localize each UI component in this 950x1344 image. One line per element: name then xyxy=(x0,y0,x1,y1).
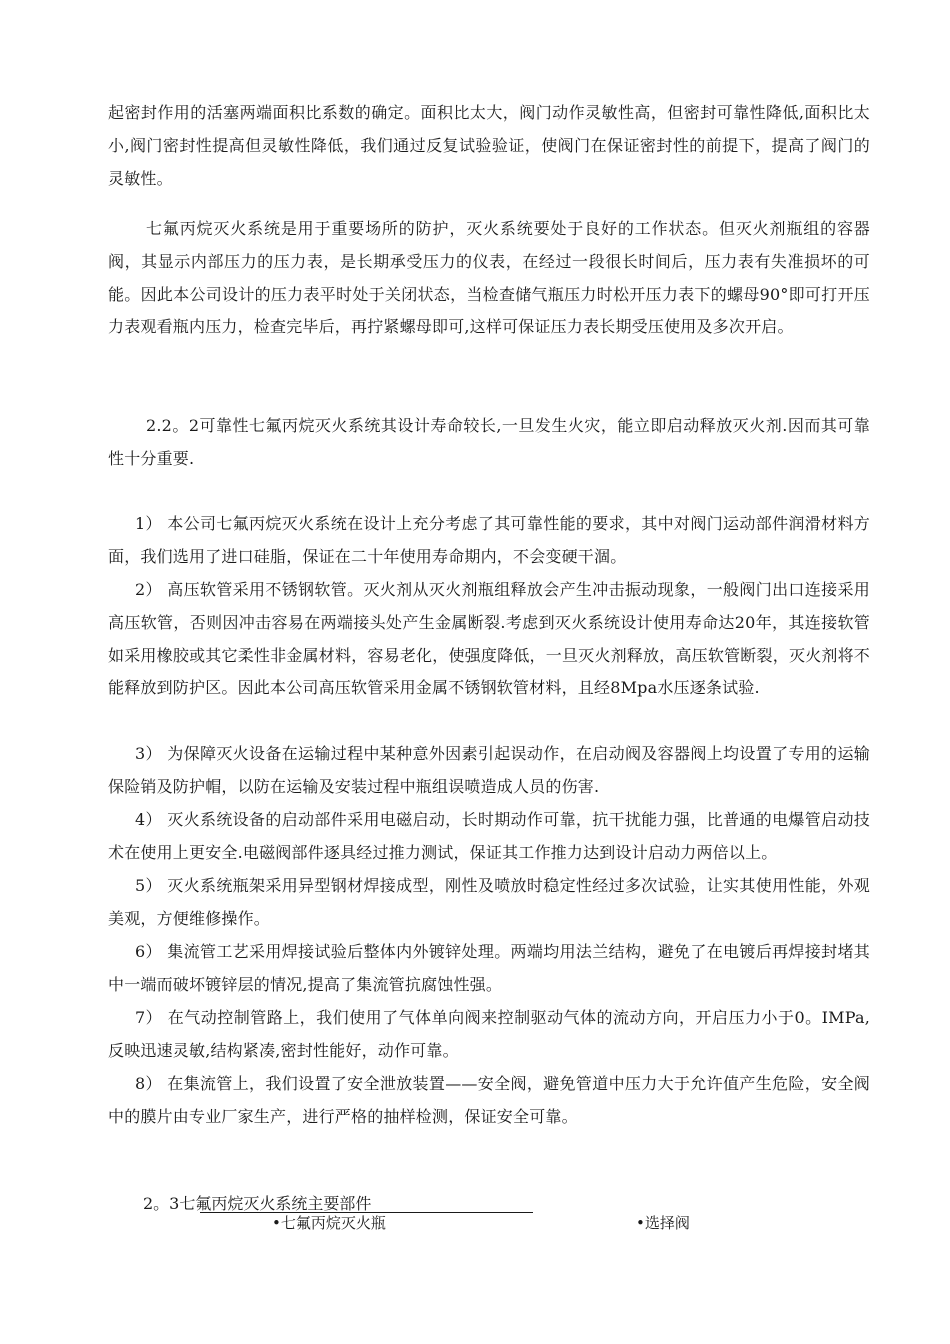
list-item: 7） 在气动控制管路上，我们使用了气体单向阀来控制驱动气体的流动方向，开启压力小于0。IMPa,反映迅速灵敏,结构紧凑,密封性能好，动作可靠。 xyxy=(108,1008,870,1060)
section-heading: 2。3七氟丙烷灭火系统主要部件 xyxy=(143,1194,372,1213)
list-item: 8） 在集流管上，我们设置了安全泄放装置——安全阀，避免管道中压力大于允许值产生危险，安全阀中的膜片由专业厂家生产，进行严格的抽样检测，保证安全可靠。 xyxy=(108,1074,870,1126)
paragraph-pressure-gauge: 七氟丙烷灭火系统是用于重要场所的防护，灭火系统要处于良好的工作状态。但灭火剂瓶组的容器阀，其显示内部压力的压力表，是长期承受压力的仪表，在经过一段很长时间后，压力表有失准损坏的可能。因此本公司设计的压力表平时处于关闭状态，当检查储气瓶压力时松开压力表下的螺母90°即可打开压力表观看瓶内压力，检查完毕后，再拧紧螺母即可,这样可保证压力表长期受压使用及多次开启。 xyxy=(108,219,870,337)
list-item: 3） 为保障灭火设备在运输过程中某种意外因素引起误动作，在启动阀及容器阀上均设置了专用的运输保险销及防护帽，以防在运输及安装过程中瓶组误喷造成人员的伤害. xyxy=(108,744,870,796)
part-item: •七氟丙烷灭火瓶 xyxy=(272,1214,386,1232)
list-item: 6） 集流管工艺采用焊接试验后整体内外镀锌处理。两端均用法兰结构，避免了在电镀后再焊接封堵其中一端而破坏镀锌层的情况,提高了集流管抗腐蚀性强。 xyxy=(108,942,870,994)
part-item: •选择阀 xyxy=(636,1214,690,1232)
paragraph-reliability: 2.2。2可靠性七氟丙烷灭火系统其设计寿命较长,一旦发生火灾，能立即启动释放灭火剂.因而其可靠性十分重要. xyxy=(108,416,870,468)
list-item: 2） 高压软管采用不锈钢软管。灭火剂从灭火剂瓶组释放会产生冲击振动现象，一般阀门出口连接采用高压软管，否则因冲击容易在两端接头处产生金属断裂.考虑到灭火系统设计使用寿命达20年，其连接软管如采用橡胶或其它柔性非金属材料，容易老化，使强度降低，一旦灭火剂释放，高压软管断裂，灭火剂将不能释放到防护区。因此本公司高压软管采用金属不锈钢软管材料，且经8Mpa水压逐条试验. xyxy=(108,580,870,698)
paragraph-continuation: 起密封作用的活塞两端面积比系数的确定。面积比太大，阀门动作灵敏性高，但密封可靠性降低,面积比太小,阀门密封性提高但灵敏性降低，我们通过反复试验验证，使阀门在保证密封性的前提下，提高了阀门的灵敏性。 xyxy=(108,103,870,188)
list-item: 1） 本公司七氟丙烷灭火系统在设计上充分考虑了其可靠性能的要求，其中对阀门运动部件润滑材料方面，我们选用了进口硅脂，保证在二十年使用寿命期内，不会变硬干涸。 xyxy=(108,514,870,566)
list-item: 4） 灭火系统设备的启动部件采用电磁启动，长时期动作可靠，抗干扰能力强，比普通的电爆管启动技术在使用上更安全.电磁阀部件逐具经过推力测试，保证其工作推力达到设计启动力两倍以上。 xyxy=(108,810,870,862)
list-item: 5） 灭火系统瓶架采用异型钢材焊接成型，刚性及喷放时稳定性经过多次试验，让实其使用性能，外观美观，方便维修操作。 xyxy=(108,876,870,928)
